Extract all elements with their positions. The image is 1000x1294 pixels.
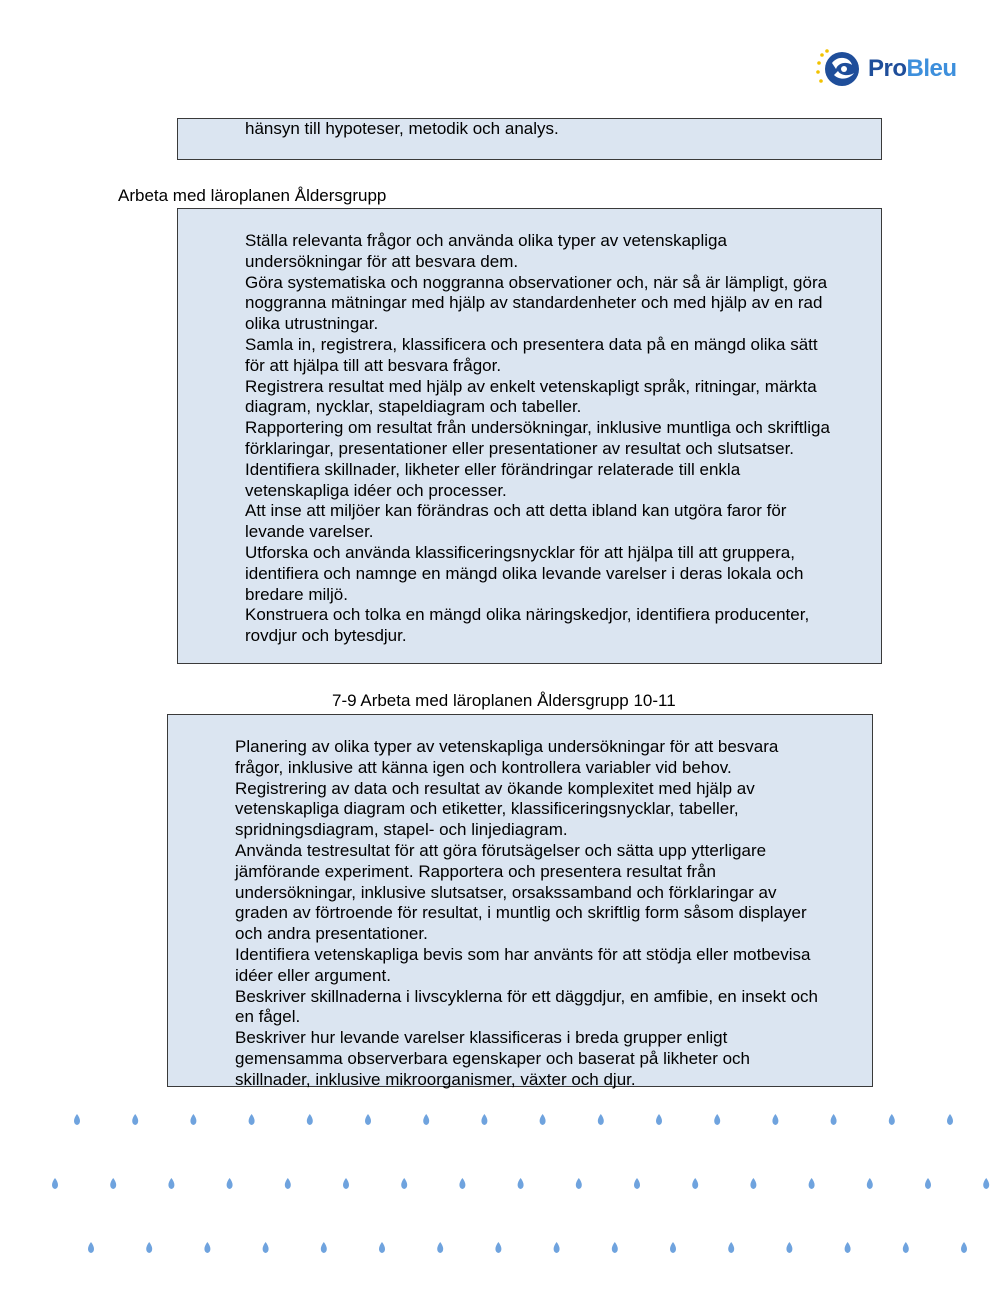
droplet-icon bbox=[925, 1178, 931, 1189]
droplet-icon bbox=[227, 1178, 233, 1189]
text-line: Utforska och använda klassificeringsnycklar för att hjälpa till att gruppera, bbox=[245, 542, 795, 562]
text-line: olika utrustningar. bbox=[245, 314, 379, 334]
droplet-icon bbox=[343, 1178, 349, 1189]
text-line: hänsyn till hypoteser, metodik och analys. bbox=[245, 119, 559, 138]
droplet-pattern bbox=[0, 1100, 1000, 1294]
text-line: förklaringar, presentationer eller presentationer av resultat och slutsatser. bbox=[245, 438, 795, 458]
droplet-icon bbox=[656, 1114, 662, 1125]
droplet-icon bbox=[692, 1178, 698, 1189]
text-line: för att hjälpa till att besvara frågor. bbox=[245, 355, 502, 375]
droplet-icon bbox=[204, 1242, 210, 1253]
droplet-icon bbox=[598, 1114, 604, 1125]
droplet-icon bbox=[146, 1242, 152, 1253]
droplet-icon bbox=[88, 1242, 94, 1253]
text-line: spridningsdiagram, stapel- och linjediagram. bbox=[235, 820, 568, 840]
droplet-icon bbox=[518, 1178, 524, 1189]
text-line: diagram, nycklar, stapeldiagram och tabeller. bbox=[245, 397, 582, 417]
droplet-icon bbox=[714, 1114, 720, 1125]
objectives-box-continued-text bbox=[245, 119, 559, 140]
text-line: graden av förtroende för resultat, i muntlig och skriftlig form såsom displayer bbox=[235, 903, 807, 923]
droplet-icon bbox=[750, 1178, 756, 1189]
text-line: undersökningar, inklusive slutsatser, orsakssamband och förklaringar av bbox=[235, 882, 777, 902]
text-line: idéer eller argument. bbox=[235, 965, 391, 985]
droplet-icon bbox=[728, 1242, 734, 1253]
text-line: bredare miljö. bbox=[245, 584, 348, 604]
droplet-icon bbox=[983, 1178, 989, 1189]
text-line: Identifiera skillnader, likheter eller förändringar relaterade till enkla bbox=[245, 459, 741, 479]
logo-text-pro: Pro bbox=[868, 55, 907, 82]
droplet-icon bbox=[576, 1178, 582, 1189]
text-line: Beskriver skillnaderna i livscyklerna för ett däggdjur, en amfibie, en insekt och bbox=[235, 986, 819, 1006]
droplet-icon bbox=[670, 1242, 676, 1253]
text-line: rovdjur och bytesdjur. bbox=[245, 626, 407, 646]
text-line: Konstruera och tolka en mängd olika näringskedjor, identifiera producenter, bbox=[245, 605, 810, 625]
droplet-icon bbox=[540, 1114, 546, 1125]
text-line: Samla in, registrera, klassificera och presentera data på en mängd olika sätt bbox=[245, 334, 818, 354]
droplet-icon bbox=[423, 1114, 429, 1125]
objectives-box-age-group-text bbox=[245, 231, 830, 647]
droplet-icon bbox=[554, 1242, 560, 1253]
text-line: identifiera och namnge en mängd olika levande varelser i deras lokala och bbox=[245, 563, 804, 583]
droplet-icon bbox=[379, 1242, 385, 1253]
text-line: Göra systematiska och noggranna observationer och, när så är lämpligt, göra bbox=[245, 272, 828, 292]
droplet-icon bbox=[110, 1178, 116, 1189]
droplet-icon bbox=[285, 1178, 291, 1189]
text-line: vetenskapliga diagram och etiketter, klassificeringsnycklar, tabeller, bbox=[235, 799, 739, 819]
droplet-icon bbox=[634, 1178, 640, 1189]
text-line: och andra presentationer. bbox=[235, 924, 428, 944]
droplet-icon bbox=[481, 1114, 487, 1125]
droplet-icon bbox=[459, 1178, 465, 1189]
text-line: Använda testresultat för att göra förutsägelser och sätta upp ytterligare bbox=[235, 840, 767, 860]
text-line: gemensamma observerbara egenskaper och baserat på likheter och bbox=[235, 1048, 751, 1068]
text-line: Att inse att miljöer kan förändras och att detta ibland kan utgöra faror för bbox=[245, 501, 787, 521]
text-line: jämförande experiment. Rapportera och presentera resultat från bbox=[235, 861, 716, 881]
droplet-icon bbox=[321, 1242, 327, 1253]
text-line: Rapportering om resultat från undersökningar, inklusive muntliga och skriftliga bbox=[245, 418, 830, 438]
droplet-icon bbox=[961, 1242, 967, 1253]
probleu-logo bbox=[814, 45, 964, 93]
text-line: frågor, inklusive att känna igen och kontrollera variabler vid behov. bbox=[235, 757, 732, 777]
droplet-icon bbox=[845, 1242, 851, 1253]
text-line: vetenskapliga idéer och processer. bbox=[245, 480, 507, 500]
text-line: skillnader, inklusive mikroorganismer, växter och djur. bbox=[235, 1069, 636, 1089]
text-line: levande varelser. bbox=[245, 522, 374, 542]
droplet-icon bbox=[809, 1178, 815, 1189]
droplet-icon bbox=[249, 1114, 255, 1125]
droplet-icon bbox=[52, 1178, 58, 1189]
text-line: en fågel. bbox=[235, 1007, 301, 1027]
droplet-icon bbox=[786, 1242, 792, 1253]
droplet-icon bbox=[495, 1242, 501, 1253]
droplet-icon bbox=[132, 1114, 138, 1125]
text-line: Registrering av data och resultat av ökande komplexitet med hjälp av bbox=[235, 778, 755, 798]
droplet-icon bbox=[437, 1242, 443, 1253]
text-line: Planering av olika typer av vetenskapliga undersökningar för att besvara bbox=[235, 737, 779, 756]
droplet-icon bbox=[190, 1114, 196, 1125]
droplet-icon bbox=[867, 1178, 873, 1189]
text-line: Ställa relevanta frågor och använda olika typer av vetenskapliga bbox=[245, 231, 727, 250]
logo-text-bleu: Bleu bbox=[906, 55, 957, 82]
droplet-icon bbox=[74, 1114, 80, 1125]
droplet-icon bbox=[307, 1114, 313, 1125]
droplet-icon bbox=[772, 1114, 778, 1125]
text-line: Identifiera vetenskapliga bevis som har använts för att stödja eller motbevisa bbox=[235, 944, 811, 964]
text-line: Registrera resultat med hjälp av enkelt vetenskapligt språk, ritningar, märkta bbox=[245, 376, 817, 396]
droplet-icon bbox=[168, 1178, 174, 1189]
section-heading-age-group: Arbeta med läroplanen Åldersgrupp bbox=[118, 186, 387, 205]
droplet-icon bbox=[612, 1242, 618, 1253]
droplet-icon bbox=[947, 1114, 953, 1125]
objectives-box-age-group-10-11-text bbox=[235, 737, 818, 1091]
text-line: noggranna mätningar med hjälp av standardenheter och med hjälp av en rad bbox=[245, 293, 823, 313]
section-heading-age-group-10-11: 7-9 Arbeta med läroplanen Åldersgrupp 10-11 bbox=[332, 691, 676, 710]
droplet-icon bbox=[263, 1242, 269, 1253]
droplet-icon bbox=[401, 1178, 407, 1189]
logo-wordmark bbox=[868, 55, 957, 83]
text-line: undersökningar för att besvara dem. bbox=[245, 251, 519, 271]
droplet-icon bbox=[831, 1114, 837, 1125]
probleu-emblem-icon bbox=[814, 45, 862, 93]
text-line: Beskriver hur levande varelser klassificeras i breda grupper enligt bbox=[235, 1028, 728, 1048]
droplet-icon bbox=[365, 1114, 371, 1125]
droplet-icon bbox=[903, 1242, 909, 1253]
droplet-icon bbox=[889, 1114, 895, 1125]
